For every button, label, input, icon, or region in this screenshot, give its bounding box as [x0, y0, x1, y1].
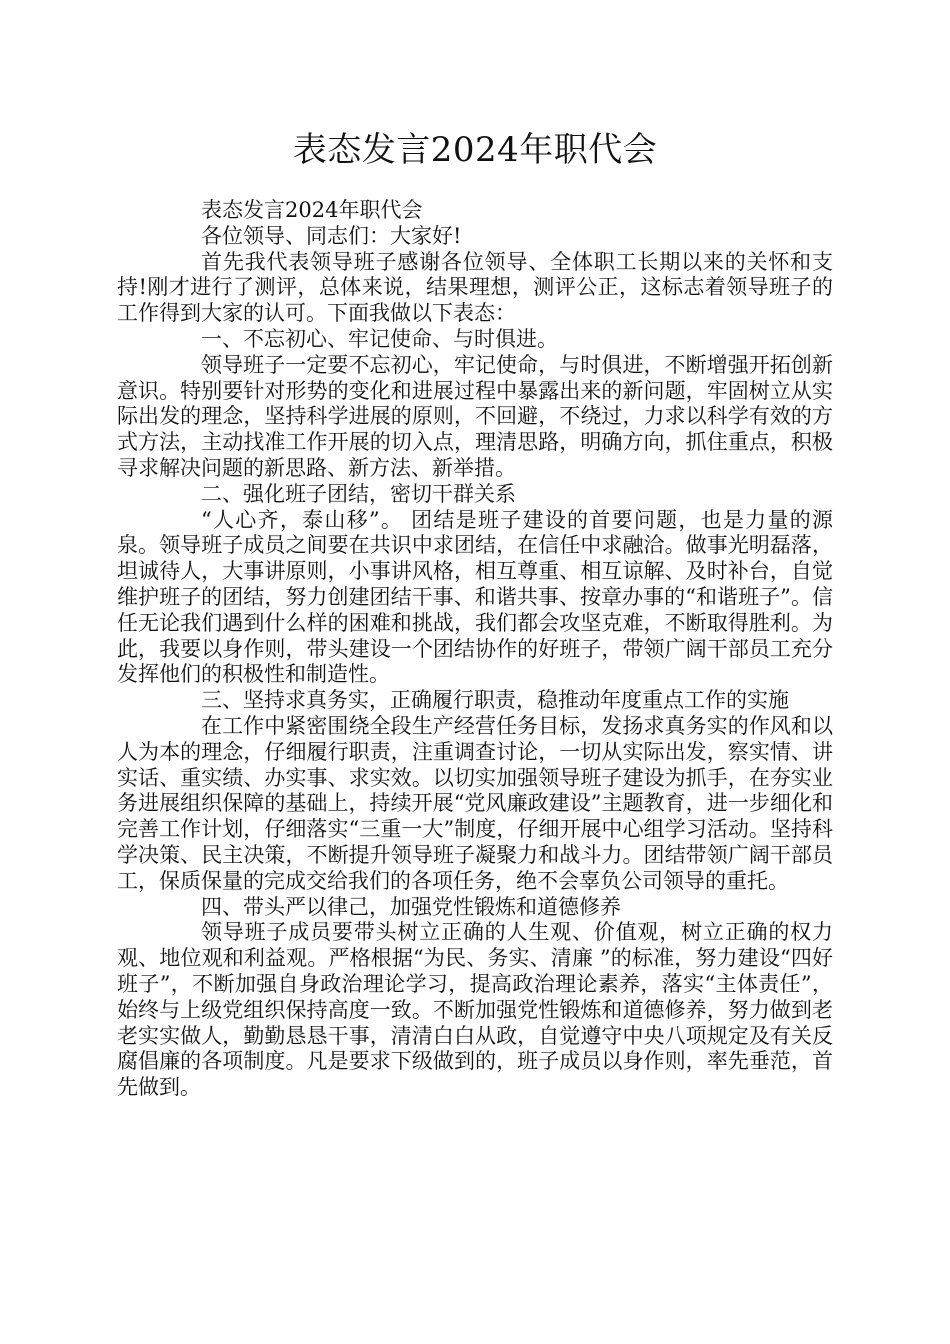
- section-heading: 一、不忘初心、牢记使命、与时俱进。: [201, 326, 558, 351]
- body-paragraph: 领导班子成员要带头树立正确的人生观、价值观，树立正确的权力观、地位观和利益观。严格根据“为民、务实、清廉 ”的标准，努力建设“四好班子”，不断加强自身政治理论学习，提高政治理论素养，落实“主体责任”，始终与上级党组织保持高度一致。不断加强党性锻炼和道德修养，努力做到老老实实做人，勤勤恳恳干事，清清白白从政，自觉遵守中央八项规定及有关反腐倡廉的各项制度。凡是要求下级做到的，班子成员以身作则，率先垂范，首先做到。: [117, 920, 833, 1100]
- body-paragraph: 各位领导、同志们：大家好!: [201, 223, 462, 248]
- body-paragraph: “人心齐，泰山移”。 团结是班子建设的首要问题，也是力量的源泉。领导班子成员之间要在共识中求团结，在信任中求融洽。做事光明磊落，坦诚待人，大事讲原则，小事讲风格，相互尊重、相互谅解、及时补台，自觉维护班子的团结，努力创建团结干事、和谐共事、按章办事的“和谐班子”。信任无论我们遇到什么样的困难和挑战，我们都会攻坚克难，不断取得胜利。为此，我要以身作则，带头建设一个团结协作的好班子，带领广阔干部员工充分发挥他们的积极性和制造性。: [117, 507, 833, 687]
- body-paragraph: 表态发言2024年职代会: [201, 198, 423, 222]
- document-title: 表态发言2024年职代会: [292, 130, 658, 170]
- section-heading: 二、强化班子团结，密切干群关系: [201, 481, 516, 506]
- section-heading: 四、带头严以律己，加强党性锻炼和道德修养: [201, 894, 621, 919]
- document-body: [117, 198, 833, 1101]
- body-paragraph: 领导班子一定要不忘初心，牢记使命，与时俱进，不断增强开拓创新意识。特别要针对形势的变化和进展过程中暴露出来的新问题，牢固树立从实际出发的理念，坚持科学进展的原则，不回避，不绕过，力求以科学有效的方式方法，主动找准工作开展的切入点，理清思路，明确方向，抓住重点，积极寻求解决问题的新思路、新方法、新举措。: [117, 352, 833, 480]
- body-paragraph: 首先我代表领导班子感谢各位领导、全体职工长期以来的关怀和支持!刚才进行了测评，总体来说，结果理想，测评公正，这标志着领导班子的工作得到大家的认可。下面我做以下表态：: [117, 249, 833, 326]
- section-heading: 三、坚持求真务实，正确履行职责，稳推动年度重点工作的实施: [201, 688, 789, 713]
- body-paragraph: 在工作中紧密围绕全段生产经营任务目标，发扬求真务实的作风和以人为本的理念，仔细履行职责，注重调查讨论，一切从实际出发，察实情、讲实话、重实绩、办实事、求实效。以切实加强领导班子建设为抓手，在夯实业务进展组织保障的基础上，持续开展“党风廉政建设”主题教育，进一步细化和完善工作计划，仔细落实“三重一大”制度，仔细开展中心组学习活动。坚持科学决策、民主决策，不断提升领导班子凝聚力和战斗力。团结带领广阔干部员工，保质保量的完成交给我们的各项任务，绝不会辜负公司领导的重托。: [117, 713, 833, 893]
